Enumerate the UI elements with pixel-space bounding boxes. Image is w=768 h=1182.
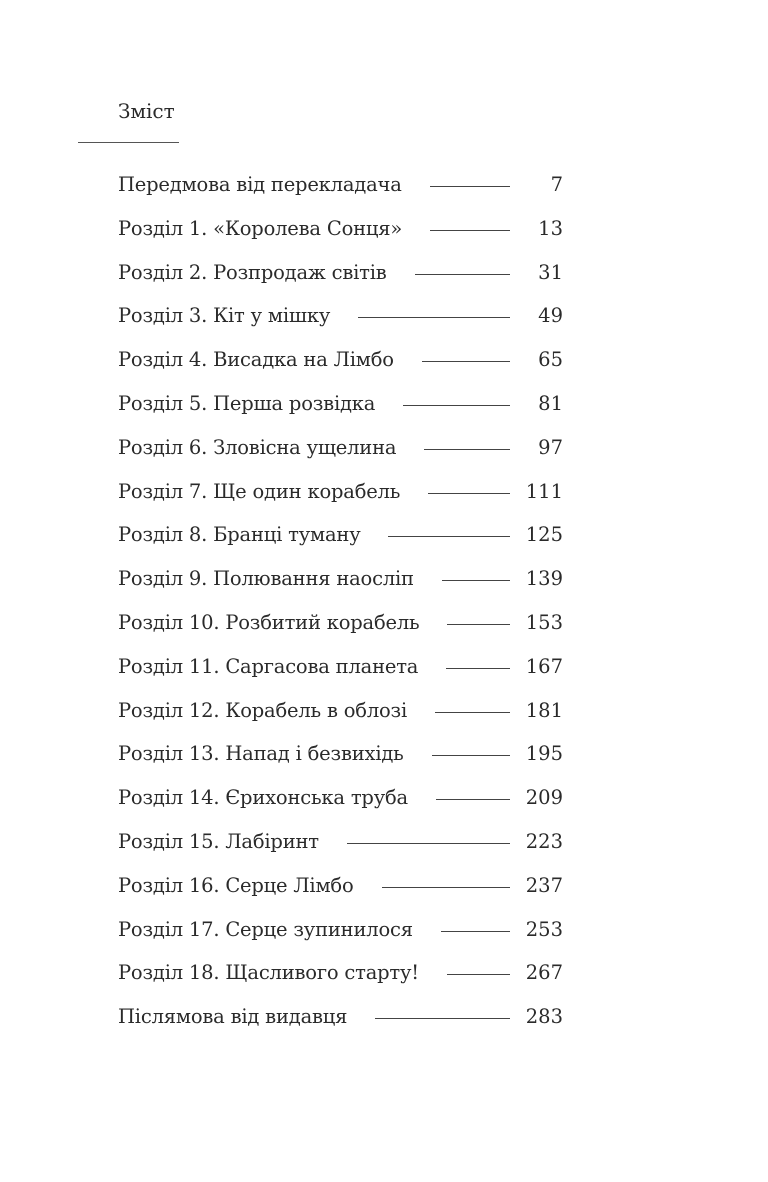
toc-entry [118,783,563,827]
toc-entry-page-number: 125 [525,523,563,547]
toc-entry [118,301,563,345]
toc-entry-title: Передмова від перекладача [118,173,402,196]
toc-entry-title: Розділ 18. Щасливого старту! [118,961,419,985]
toc-entry-page-number: 111 [525,479,563,503]
toc-entry-title: Розділ 8. Бранці туману [118,523,361,547]
toc-entry-page-number: 237 [525,873,563,897]
toc-entry-page-number: 81 [538,391,563,415]
toc-entry-page-number: 167 [525,654,563,678]
toc-entry-page-number: 65 [538,348,563,372]
toc-entry-page-number: 223 [525,829,563,853]
toc-entry-title: Розділ 9. Полювання наосліп [118,567,414,591]
toc-leader-line [403,405,510,406]
toc-leader-line [430,230,510,231]
toc-entry-title: Розділ 6. Зловісна ущелина [118,435,397,459]
toc-leader-line [436,799,510,800]
toc-entry [118,739,563,783]
toc-entry-page-number: 195 [525,742,563,766]
toc-entry-page-number: 209 [525,786,563,810]
toc-entry-title: Розділ 14. Єрихонська труба [118,786,408,810]
toc-entry-page-number: 253 [525,917,563,941]
toc-heading: Зміст [118,99,175,123]
toc-leader-line [432,755,510,756]
toc-entry-page-number: 267 [525,961,563,985]
heading-underline [78,142,179,143]
toc-entry-title: Розділ 13. Напад і безвихідь [118,742,404,766]
toc-leader-line [424,449,510,450]
toc-leader-line [442,580,510,581]
toc-entry-page-number: 139 [525,567,563,591]
toc-entry-page-number: 181 [525,698,563,722]
toc-entry [118,258,563,302]
toc-leader-line [422,361,510,362]
toc-entry-title: Розділ 17. Серце зупинилося [118,917,413,941]
toc-entry [118,827,563,871]
toc-leader-line [415,274,510,275]
toc-entry-title: Розділ 16. Серце Лімбо [118,873,354,897]
toc-entry [118,345,563,389]
toc-leader-line [447,974,510,975]
toc-entry [118,564,563,608]
toc-leader-line [441,931,510,932]
toc-entry [118,477,563,521]
toc-entry-title: Розділ 3. Кіт у мішку [118,304,331,328]
toc-entry-page-number: 49 [538,304,563,328]
toc-entry-page-number: 31 [538,260,563,284]
toc-entry [118,871,563,915]
toc-entry [118,608,563,652]
toc-entry-title: Розділ 1. «Королева Сонця» [118,216,403,240]
toc-leader-line [428,493,510,494]
table-of-contents [118,170,563,1046]
toc-entry [118,958,563,1002]
toc-leader-line [382,887,510,888]
toc-entry-title: Розділ 4. Висадка на Лімбо [118,348,394,372]
toc-entry [118,170,563,214]
toc-entry-page-number: 283 [525,1005,563,1029]
toc-entry [118,214,563,258]
toc-entry [118,1002,563,1046]
toc-entry-title: Розділ 12. Корабель в облозі [118,698,408,722]
toc-leader-line [347,843,510,844]
toc-leader-line [375,1018,510,1019]
toc-entry-title: Розділ 7. Ще один корабель [118,479,401,503]
toc-entry-title: Розділ 2. Розпродаж світів [118,260,387,284]
toc-entry [118,433,563,477]
toc-entry-title: Розділ 10. Розбитий корабель [118,610,420,634]
toc-entry [118,696,563,740]
toc-entry-title: Післямова від видавця [118,1005,348,1029]
toc-leader-line [446,668,510,669]
toc-entry-title: Розділ 5. Перша розвідка [118,391,376,415]
toc-entry-page-number: 13 [538,216,563,240]
toc-entry [118,915,563,959]
toc-entry-page-number: 7 [550,173,563,196]
toc-entry-page-number: 153 [525,610,563,634]
toc-entry [118,652,563,696]
toc-leader-line [435,712,510,713]
toc-leader-line [358,317,510,318]
toc-entry-page-number: 97 [538,435,563,459]
toc-entry [118,389,563,433]
toc-entry-title: Розділ 15. Лабіринт [118,829,319,853]
toc-leader-line [388,536,510,537]
toc-entry-title: Розділ 11. Саргасова планета [118,654,419,678]
toc-leader-line [430,186,510,187]
toc-entry [118,520,563,564]
toc-leader-line [447,624,510,625]
